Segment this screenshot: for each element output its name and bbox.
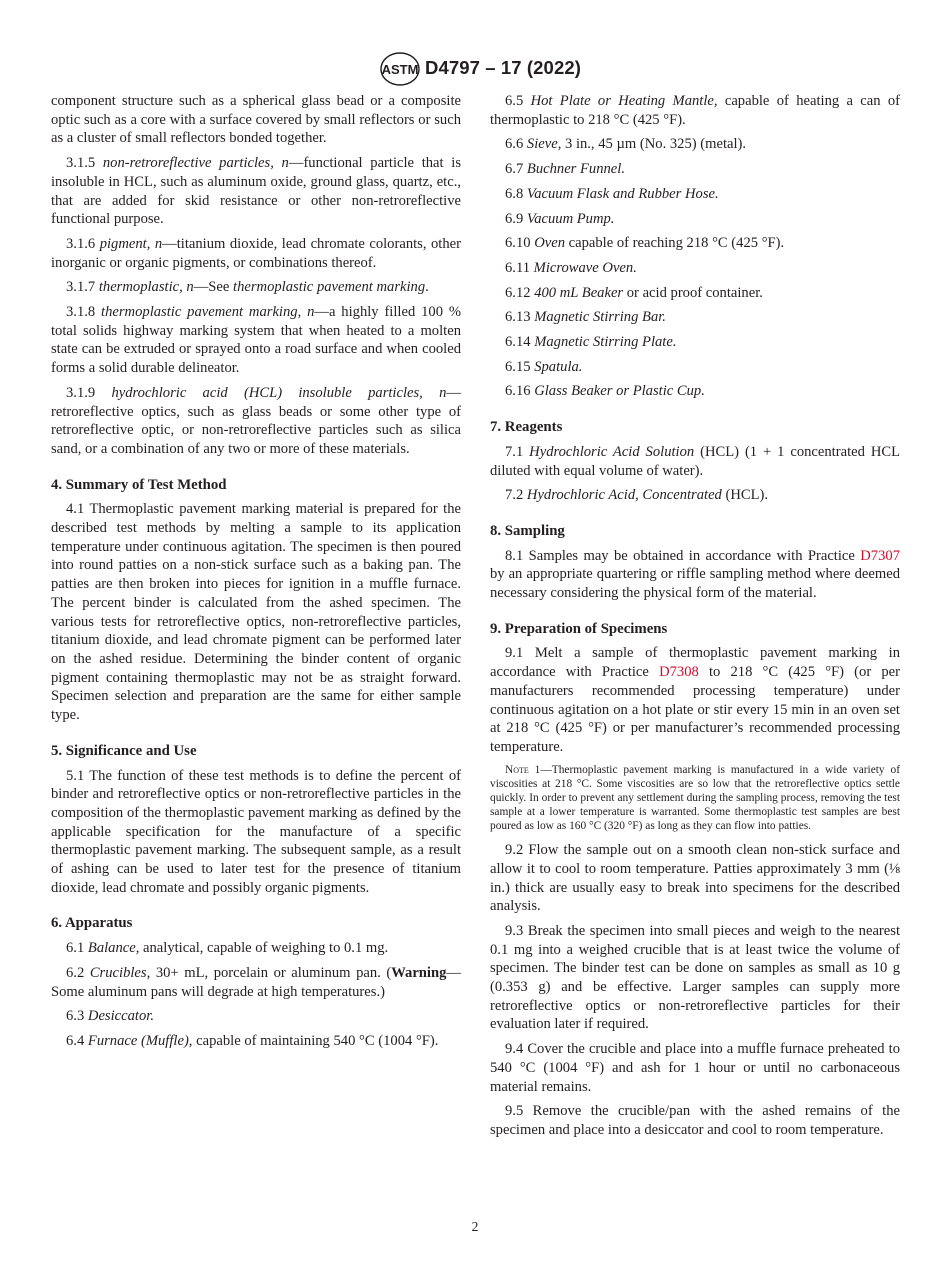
item-6-16: 6.16 Glass Beaker or Plastic Cup.	[505, 383, 705, 400]
paragraph-9-2: 9.2 Flow the sample out on a smooth clean non-stick surface and allow it to cool to room temperature. Patties approximately 3 mm (⅛ in.) thick are usually easy to break into specimens for the described analysis.	[490, 842, 900, 915]
item-6-1: 6.1 Balance, analytical, capable of weighing to 0.1 mg.	[66, 940, 389, 957]
link-d7307[interactable]: D7307	[860, 547, 900, 564]
note-1: Note 1—Thermoplastic pavement marking is manufactured in a wide variety of viscosities at 218 °C. Some viscosities are so low that the retroreflective optics settle quickly. In order to prevent any settlement during the sampling process, removing the test sample at a lower temperature is warranted. Some thermoplastic test samples are best poured as low as 160 °C (320 °F) as long as they can flow into patties.	[490, 763, 900, 833]
left-column	[51, 92, 461, 1057]
definition-3-1-7: 3.1.7 thermoplastic, n—See thermoplastic pavement marking.	[66, 279, 429, 296]
section-5-heading: 5. Significance and Use	[51, 742, 197, 759]
item-6-6: 6.6 Sieve, 3 in., 45 µm (No. 325) (metal).	[505, 136, 747, 153]
right-column	[490, 92, 900, 1146]
item-6-5: 6.5 Hot Plate or Heating Mantle, capable of heating a can of thermoplastic to 218 °C (425 °F).	[490, 93, 900, 128]
item-7-2: 7.2 Hydrochloric Acid, Concentrated (HCL).	[505, 487, 769, 504]
item-6-9: 6.9 Vacuum Pump.	[505, 210, 615, 227]
page-number: 2	[471, 1219, 479, 1234]
item-6-11: 6.11 Microwave Oven.	[505, 259, 637, 276]
link-d7308[interactable]: D7308	[659, 664, 699, 681]
paragraph-9-5: 9.5 Remove the crucible/pan with the ashed remains of the specimen and place into a desiccator and cool to room temperature.	[490, 1103, 900, 1138]
item-6-14: 6.14 Magnetic Stirring Plate.	[505, 334, 677, 351]
section-8-heading: 8. Sampling	[490, 522, 565, 539]
item-6-10: 6.10 Oven capable of reaching 218 °C (425 °F).	[505, 235, 785, 252]
item-6-15: 6.15 Spatula.	[505, 358, 583, 375]
definition-3-1-8: 3.1.8 thermoplastic pavement marking, n—a highly filled 100 % total solids highway marking system that when heated to a molten state can be extruded or sprayed onto a road surface and when cooled forms a solid durable delineator.	[51, 304, 461, 377]
item-6-8: 6.8 Vacuum Flask and Rubber Hose.	[505, 185, 719, 202]
page-header	[0, 52, 950, 86]
document-designation: D4797 – 17 (2022)	[425, 57, 581, 78]
paragraph-9-4: 9.4 Cover the crucible and place into a muffle furnace preheated to 540 °C (1004 °F) and ash for 1 hour or until no carbonaceous material remains.	[490, 1041, 900, 1095]
definition-3-1-5: 3.1.5 non-retroreflective particles, n—functional particle that is insoluble in HCL, such as aluminum oxide, ground glass, quartz, etc., that are added for skid resistance or other non-retroreflective functional purpose.	[51, 155, 461, 228]
item-6-12: 6.12 400 mL Beaker or acid proof container.	[505, 284, 763, 301]
paragraph-8-1: 8.1 Samples may be obtained in accordance with Practice D7307 by an appropriate quartering or riffle sampling method where deemed necessary considering the physical form of the material.	[490, 547, 900, 602]
definition-3-1-6: 3.1.6 pigment, n—titanium dioxide, lead chromate colorants, other inorganic or organic pigments, or combinations thereof.	[51, 235, 461, 271]
section-7-heading: 7. Reagents	[490, 419, 563, 436]
item-6-7: 6.7 Buchner Funnel.	[505, 161, 625, 178]
paragraph-5-1: 5.1 The function of these test methods is to define the percent of binder and retroreflective optics or non-retroreflective particles in the composition of the thermoplastic pavement marking as defined by the applicable specification for the manufacture of a specific thermoplastic pavement marking. The subsequent sample, as a result of ashing can be used to later test for the presence of titanium dioxide, lead chromate and possibly organic pigments.	[51, 767, 461, 896]
item-6-3: 6.3 Desiccator.	[66, 1008, 154, 1025]
svg-text:ASTM: ASTM	[381, 62, 419, 77]
paragraph-9-3: 9.3 Break the specimen into small pieces and weigh to the nearest 0.1 mg into a weighed crucible that is at least twice the volume of specimen. The binder test can be done on samples as small as 10 g (0.353 g) and be effective. Larger samples can supply more retroreflective optics or non-retroreflective particles for their evaluation later if required.	[490, 922, 900, 1033]
item-6-13: 6.13 Magnetic Stirring Bar.	[505, 309, 666, 326]
section-6-heading: 6. Apparatus	[51, 915, 133, 932]
item-6-2: 6.2 Crucibles, 30+ mL, porcelain or aluminum pan. (Warning—Some aluminum pans will degrade at high temperatures.)	[51, 964, 461, 1000]
paragraph-4-1: 4.1 Thermoplastic pavement marking material is prepared for the described test methods by melting a sample to its application temperature under continuous agitation. The specimen is then poured into round patties on a non-stick surface such as a baking pan. The patties are then broken into pieces for ignition in a muffle furnace. The percent binder is calculated from the ashed specimen. The various tests for retroreflective optics, non-retroreflective particles, titanium dioxide, and lead chromate pigment can be performed later on the ashed residue. Determining the binder content of organic pigment containing thermoplastic may not be as straight forward. Specimen selection and preparation are the same for either sample type.	[51, 501, 461, 724]
definition-3-1-9: 3.1.9 hydrochloric acid (HCL) insoluble particles, n—retroreflective optics, such as glass beads or some other type of retroreflective optic, or non-retroreflective particles such as silica sand, or a combination of any two or more of these materials.	[51, 384, 461, 457]
item-6-4: 6.4 Furnace (Muffle), capable of maintaining 540 °C (1004 °F).	[66, 1032, 439, 1049]
astm-logo	[380, 52, 420, 86]
section-4-heading: 4. Summary of Test Method	[51, 476, 227, 493]
item-7-1: 7.1 Hydrochloric Acid Solution (HCL) (1 + 1 concentrated HCL diluted with equal volume of water).	[490, 443, 901, 479]
definition-continued: component structure such as a spherical glass bead or a composite optic such as a core with a surface covered by small reflectors or such as a cluster of small reflectors bonded together.	[51, 93, 461, 147]
section-9-heading: 9. Preparation of Specimens	[490, 620, 668, 637]
paragraph-9-1: 9.1 Melt a sample of thermoplastic pavement marking in accordance with Practice D7308 to 218 °C (425 °F) (or per manufacturers recommended processing temperature) under continuous agitation on a hot plate or stir every 15 min in an oven set at 218 °C (425 °F) or per manufacturer’s recommended processing temperature.	[490, 645, 900, 755]
